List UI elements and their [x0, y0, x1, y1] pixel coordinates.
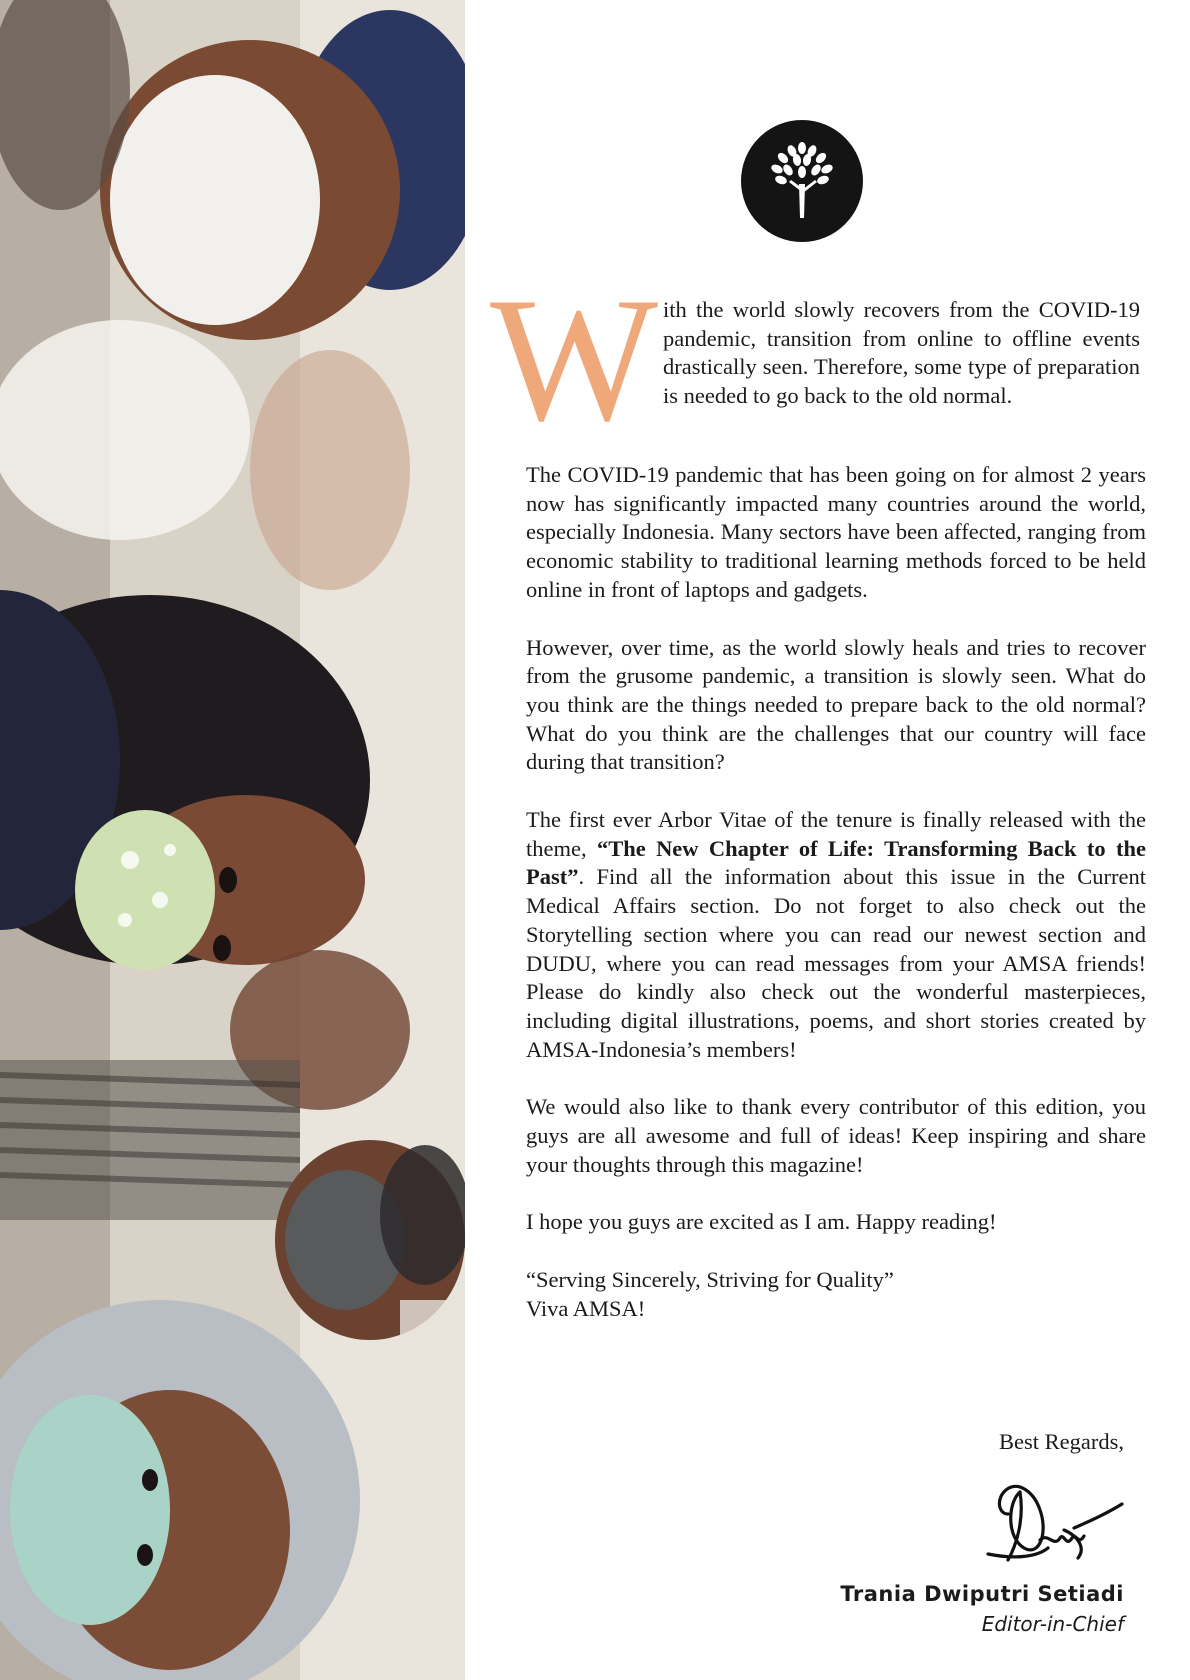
photo-illustration — [0, 0, 465, 1680]
paragraph-transition: However, over time, as the world slowly heals and tries to recover from the grusome pandemic, a transition is slowly seen. What do you think are the things needed to prepare back to the old normal? What do you think are the challenges that our country will face during that transition? — [526, 634, 1146, 775]
tree-of-life-logo — [741, 120, 863, 242]
tree-of-life-icon — [741, 120, 863, 242]
paragraph-thanks: We would also like to thank every contributor of this edition, you guys are all awesome and full of ideas! Keep inspiring and share your thoughts through this magazine! — [526, 1094, 1146, 1177]
theme-intro-text: The first ever Arbor Vitae of the tenure is finally released with the theme, — [526, 807, 1146, 861]
issue-theme-title: “The New Chapter of Life: Transforming Back to the Past” — [526, 835, 1146, 890]
handwritten-signature — [978, 1462, 1128, 1572]
letter-body — [526, 461, 1146, 1324]
editor-role: Editor-in-Chief — [981, 1612, 1124, 1636]
motto-line: “Serving Sincerely, Striving for Quality” — [526, 1267, 894, 1293]
drop-cap-letter: W — [490, 260, 659, 458]
paragraph-issue-theme — [526, 806, 1146, 1064]
paragraph-happy-reading: I hope you guys are excited as I am. Happy reading! — [526, 1209, 997, 1235]
closing-regards: Best Regards, — [999, 1429, 1124, 1454]
theme-details-text: . Find all the information about this issue in the Current Medical Affairs section. Do not forget to also check out the Storytelling section where you can read our newest section and DUDU, where you can read messages from your AMSA friends! Please do kindly also check out the wonderful masterpieces, including digital illustrations, poems, and short stories created by AMSA-Indonesia’s members! — [526, 864, 1146, 1062]
viva-line: Viva AMSA! — [526, 1295, 646, 1321]
paragraph-impact: The COVID-19 pandemic that has been going on for almost 2 years now has significantly impacted many countries around the world, especially Indonesia. Many sectors have been affected, ranging from economic stability to traditional learning methods forced to be held online in front of laptops and gadgets. — [526, 462, 1146, 602]
cover-photo-masked-crowd — [0, 0, 465, 1680]
editor-name: Trania Dwiputri Setiadi — [840, 1582, 1124, 1606]
intro-paragraph: ith the world slowly recovers from the COVID-19 pandemic, transition from online to offline events drastically seen. Therefore, some type of preparation is needed to go back to the old normal. — [663, 297, 1140, 409]
